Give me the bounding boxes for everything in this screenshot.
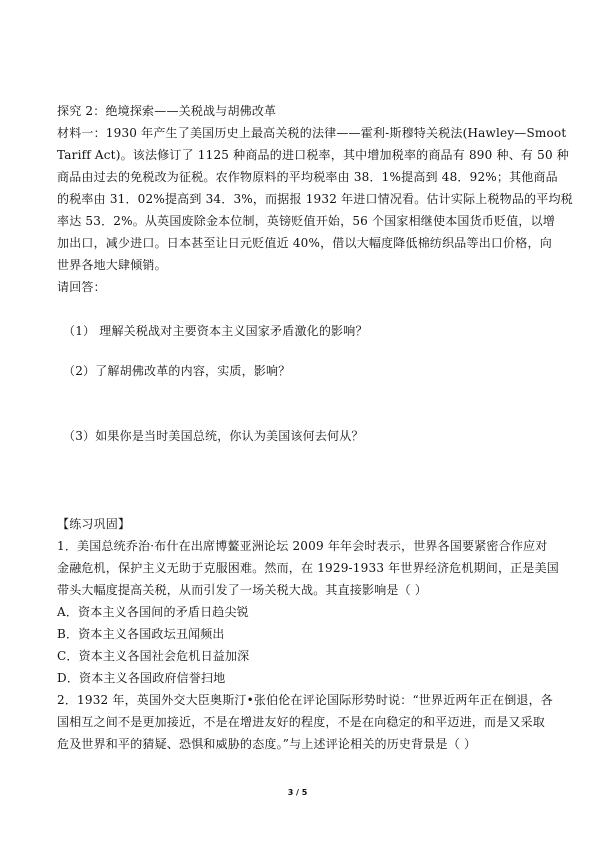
question-3 <box>57 425 547 447</box>
exploration-section <box>57 100 573 298</box>
practice-q2-line: 国相互之间不是更加接近，不是在增进友好的程度，不是在向稳定的和平迈进，而是又采取 <box>57 715 546 729</box>
material-line: 世界各地大肆倾销。 <box>57 258 167 272</box>
material-line: 率达 53．2%。从英国废除金本位制，英镑贬值开始，56 个国家相继使本国货币贬值，以增 <box>57 214 556 228</box>
material-line: Tariff Act)。该法修订了 1125 种商品的进口税率，其中增加税率的商品有 890 种、有 50 种 <box>57 148 569 162</box>
practice-q1-line: 1．美国总统乔治·布什在出席博鳌亚洲论坛 2009 年年会时表示，世界各国要紧密合作应对 <box>57 539 548 553</box>
practice-q1-line: 金融危机，保护主义无助于克服困难。然而，在 1929-1933 年世界经济危机期间，正是美国 <box>57 561 559 575</box>
option-a: A．资本主义各国间的矛盾日趋尖锐 <box>57 605 249 619</box>
question-1 <box>57 320 547 342</box>
section-heading: 探究 2：绝境探索——关税战与胡佛改革 <box>57 104 277 118</box>
material-line: 商品由过去的免税改为征税。农作物原料的平均税率由 38．1%提高到 48．92%；其他商品 <box>57 170 558 184</box>
option-c: C．资本主义各国社会危机日益加深 <box>57 649 250 663</box>
material-line: 的税率由 31．02%提高到 34．3%，而据报 1932 年进口情况看。估计实际上税物品的平均税 <box>57 192 573 206</box>
practice-heading: 【练习巩固】 <box>57 517 131 531</box>
practice-q2-line: 2．1932 年，英国外交大臣奥斯汀•张伯伦在评论国际形势时说：“世界近两年正在倒退，各 <box>57 693 554 707</box>
question-text: （2）了解胡佛改革的内容，实质，影响？ <box>63 364 291 378</box>
option-b: B．资本主义各国政坛丑闻频出 <box>57 627 225 641</box>
answer-prompt: 请回答： <box>57 280 106 294</box>
practice-section <box>57 513 559 755</box>
practice-q2-line: 危及世界和平的猜疑、恐惧和威胁的态度。”与上述评论相关的历史背景是（ ） <box>57 737 477 751</box>
question-text: （1） 理解关税战对主要资本主义国家矛盾激化的影响？ <box>63 324 368 338</box>
question-2 <box>57 360 547 382</box>
page-number: 3 / 5 <box>287 788 308 797</box>
option-d: D．资本主义各国政府信誉扫地 <box>57 671 226 685</box>
practice-q1-line: 带头大幅度提高关税，从而引发了一场关税大战。其直接影响是（ ） <box>57 583 428 597</box>
material-line: 材料一：1930 年产生了美国历史上最高关税的法律——霍利-斯穆特关税法(Hawley—Smoot <box>57 126 567 140</box>
question-text: （3）如果你是当时美国总统，你认为美国该何去何从？ <box>63 429 364 443</box>
material-line: 加出口，减少进口。日本甚至让日元贬值近 40%，借以大幅度降低棉纺织品等出口价格，向 <box>57 236 552 250</box>
